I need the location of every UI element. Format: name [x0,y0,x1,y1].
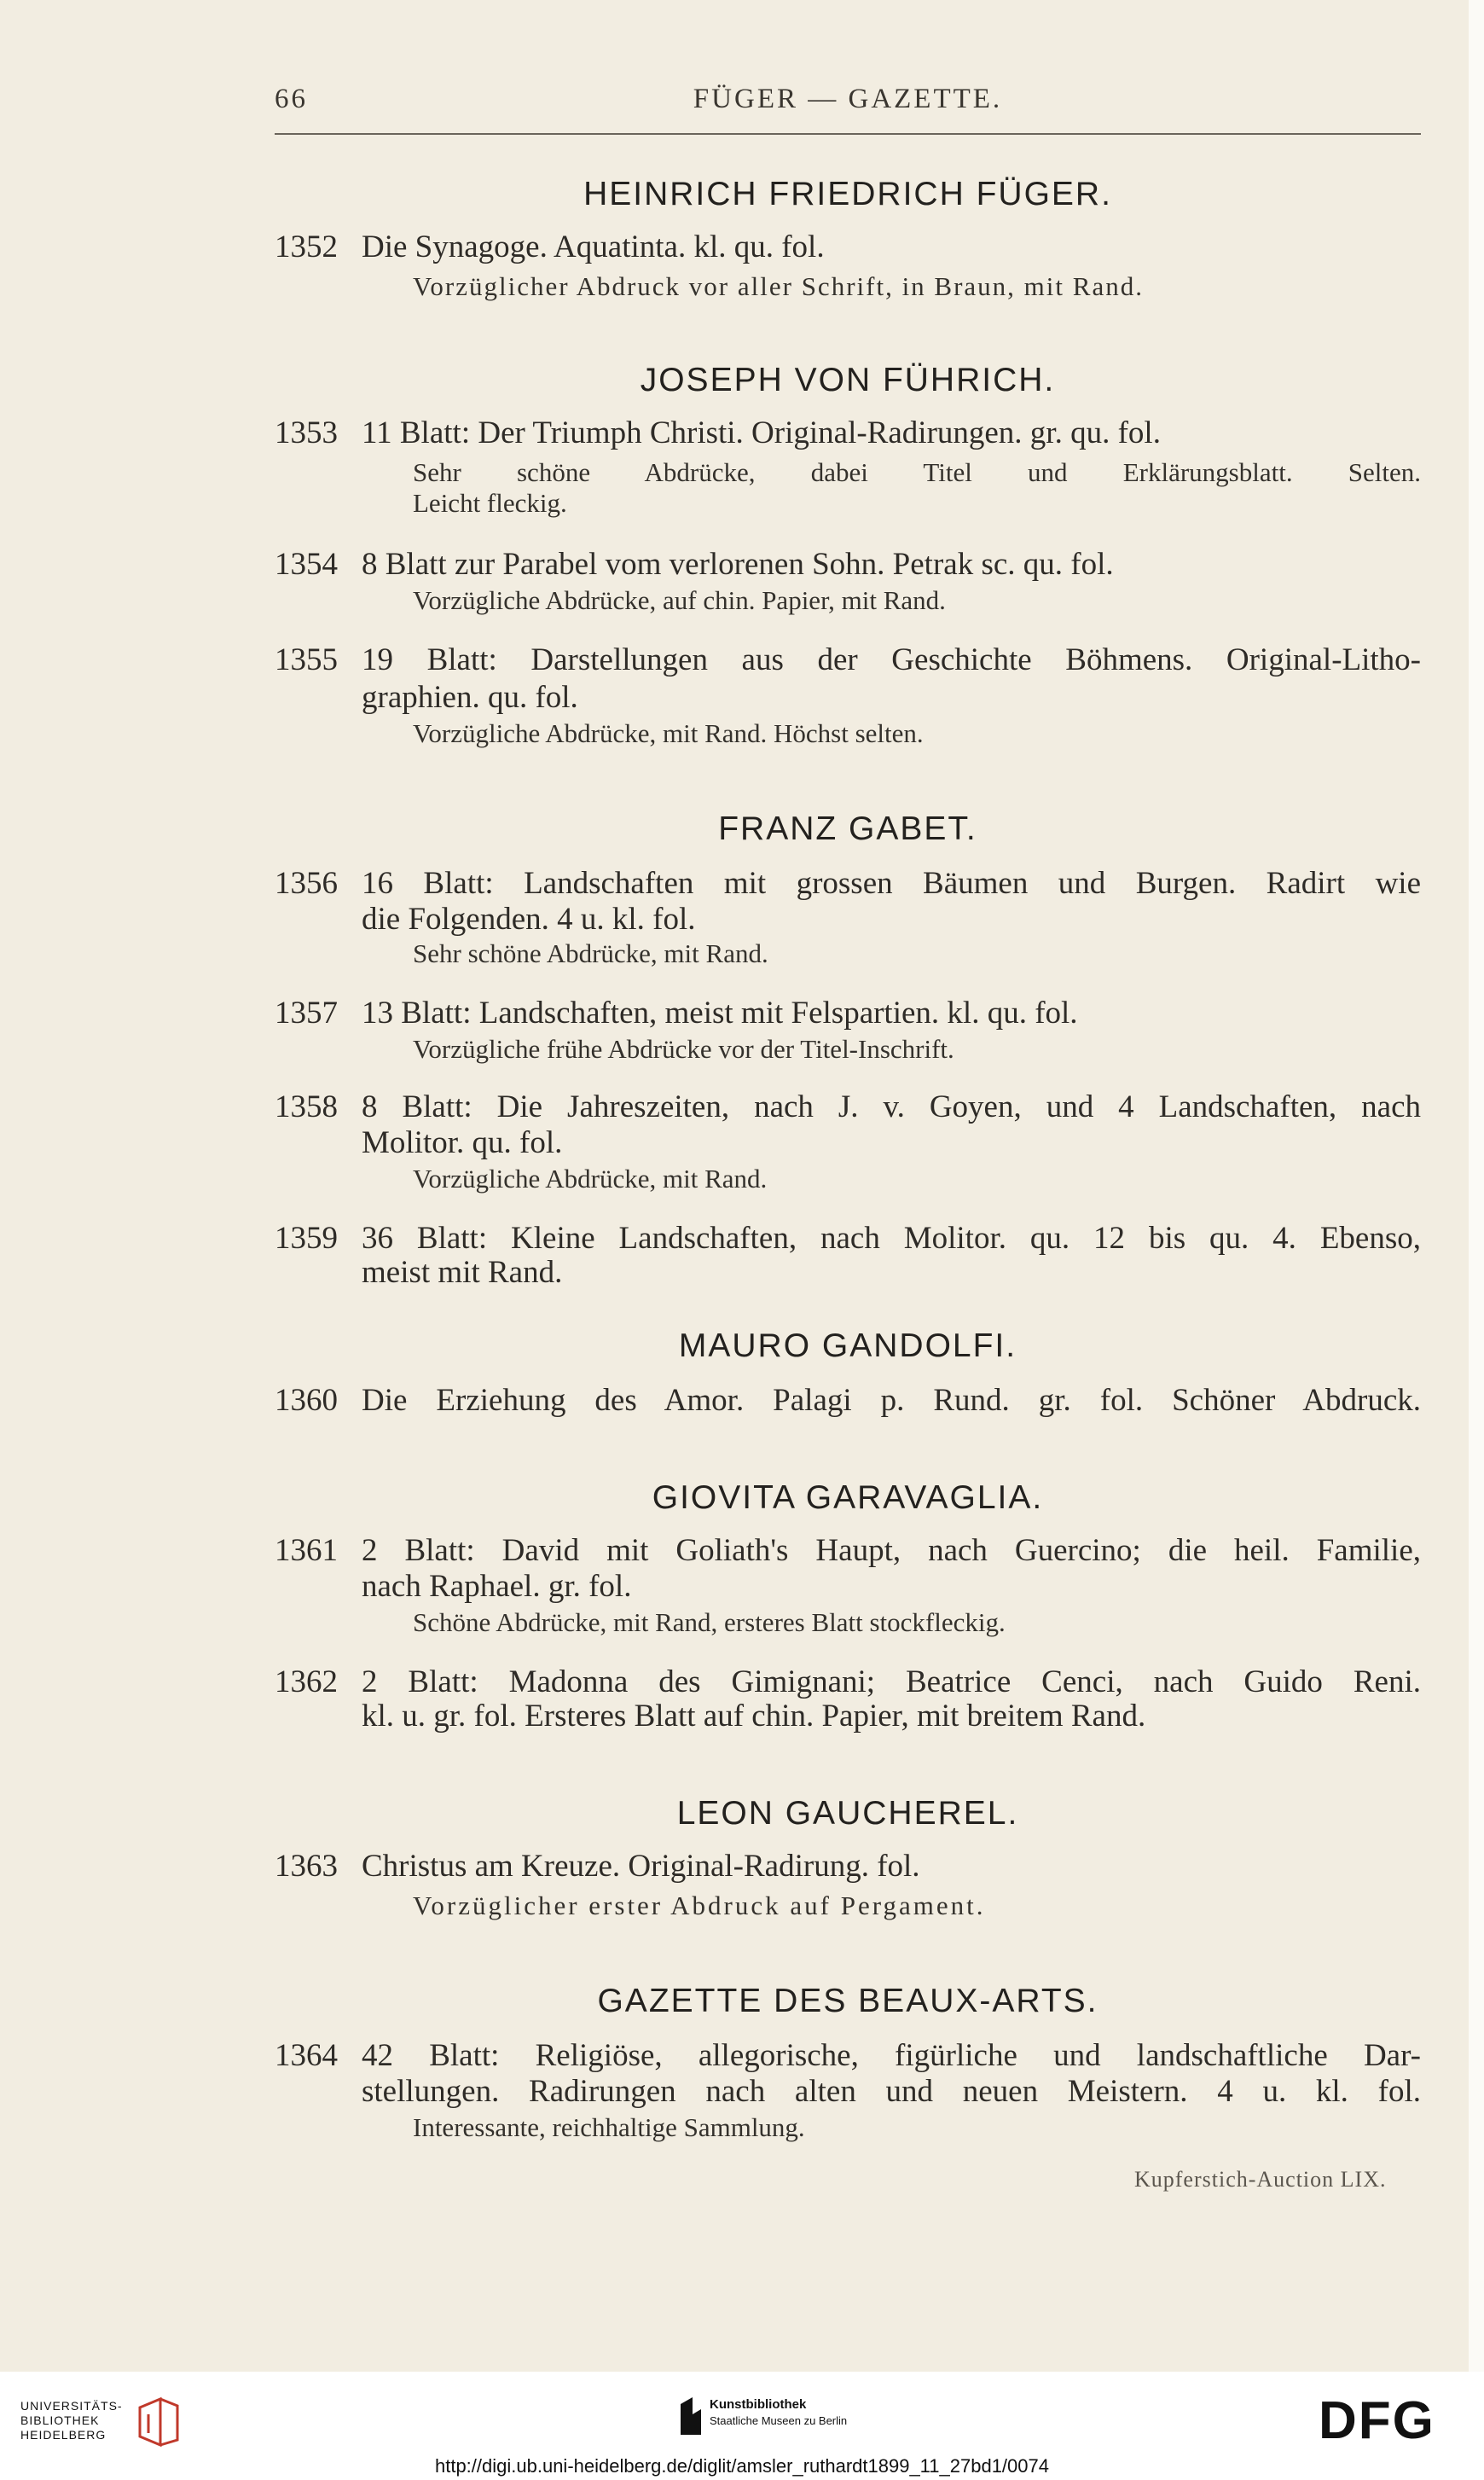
lot-description: 42 Blatt: Religiöse, allegorische, figürliche und landschaftliche Dar- [362,2038,1421,2073]
lot-note: Vorzüglicher erster Abdruck auf Pergament. [413,1890,986,1920]
source-url[interactable]: http://digi.ub.uni-heidelberg.de/diglit/amsler_ruthardt1899_11_27bd1/0074 [434,2455,1049,2477]
lot-number: 1353 [275,415,338,450]
lot-number: 1363 [275,1849,338,1884]
lot-description: nach Raphael. gr. fol. [362,1569,632,1604]
library-line: BIBLIOTHEK [20,2413,100,2427]
lot-note: Vorzüglicher Abdruck vor aller Schrift, in Braun, mit Rand. [413,271,1144,301]
kunstbibliothek-logo-icon [679,2397,703,2435]
lot-note: Vorzügliche Abdrücke, mit Rand. [413,1164,768,1194]
lot-number: 1358 [275,1089,338,1124]
dfg-logo: DFG [1319,2391,1435,2450]
lot-description: 8 Blatt: Die Jahreszeiten, nach J. v. Goyen, und 4 Landschaften, nach [362,1089,1421,1124]
lot-description: 2 Blatt: Madonna des Gimignani; Beatrice Cenci, nach Guido Reni. [362,1664,1421,1699]
lot-number: 1354 [275,547,338,582]
page-edge [1469,0,1484,2372]
kb-title: Kunstbibliothek [710,2397,807,2412]
lot-number: 1356 [275,866,338,901]
kb-subtitle: Staatliche Museen zu Berlin [710,2414,848,2427]
lot-description: 36 Blatt: Kleine Landschaften, nach Molitor. qu. 12 bis qu. 4. Ebenso, [362,1221,1421,1256]
lot-number: 1352 [275,229,338,264]
library-logo-icon [136,2396,181,2448]
lot-note: Sehr schöne Abdrücke, dabei Titel und Erklärungsblatt. Selten. [413,457,1421,487]
section-heading: JOSEPH VON FÜHRICH. [640,362,1056,398]
section-heading: GIOVITA GARAVAGLIA. [652,1479,1044,1516]
lot-note: Vorzügliche Abdrücke, mit Rand. Höchst selten. [413,718,924,748]
lot-description: 11 Blatt: Der Triumph Christi. Original-Radirungen. gr. qu. fol. [362,415,1161,450]
lot-number: 1355 [275,642,338,677]
lot-description: 19 Blatt: Darstellungen aus der Geschichte Böhmens. Original-Litho- [362,642,1421,677]
lot-description: 2 Blatt: David mit Goliath's Haupt, nach Guercino; die heil. Familie, [362,1533,1421,1568]
lot-number: 1357 [275,996,338,1031]
lot-description: 8 Blatt zur Parabel vom verlorenen Sohn. Petrak sc. qu. fol. [362,547,1114,582]
lot-number: 1360 [275,1383,338,1418]
library-name [20,2399,140,2442]
lot-description: Die Erziehung des Amor. Palagi p. Rund. gr. fol. Schöner Abdruck. [362,1383,1421,1418]
lot-number: 1364 [275,2038,338,2073]
section-heading: LEON GAUCHEREL. [676,1795,1019,1832]
signature-mark: Kupferstich-Auction LIX. [1134,2167,1387,2192]
lot-note: Schöne Abdrücke, mit Rand, ersteres Blatt stockfleckig. [413,1607,1006,1637]
lot-description: 16 Blatt: Landschaften mit grossen Bäumen und Burgen. Radirt wie [362,866,1421,901]
lot-note: Vorzügliche Abdrücke, auf chin. Papier, mit Rand. [413,585,946,615]
lot-description: kl. u. gr. fol. Ersteres Blatt auf chin. Papier, mit breitem Rand. [362,1699,1146,1734]
header-rule [275,133,1421,135]
footer-bar [0,2372,1484,2480]
section-heading: GAZETTE DES BEAUX-ARTS. [597,1983,1099,2019]
running-title: FÜGER — GAZETTE. [693,84,1003,114]
lot-description: meist mit Rand. [362,1255,563,1290]
lot-note: Vorzügliche frühe Abdrücke vor der Titel-Inschrift. [413,1034,954,1064]
lot-description: die Folgenden. 4 u. kl. fol. [362,902,696,937]
lot-number: 1361 [275,1533,338,1568]
lot-note: Sehr schöne Abdrücke, mit Rand. [413,938,768,968]
lot-description: graphien. qu. fol. [362,680,578,715]
lot-number: 1362 [275,1664,338,1699]
lot-description: Die Synagoge. Aquatinta. kl. qu. fol. [362,229,825,264]
section-heading: FRANZ GABET. [718,810,977,847]
lot-description: Christus am Kreuze. Original-Radirung. fol. [362,1849,920,1884]
lot-description: stellungen. Radirungen nach alten und neuen Meistern. 4 u. kl. fol. [362,2074,1421,2109]
section-heading: HEINRICH FRIEDRICH FÜGER. [583,176,1112,212]
lot-number: 1359 [275,1221,338,1256]
lot-note: Interessante, reichhaltige Sammlung. [413,2112,805,2142]
library-line: UNIVERSITÄTS- [20,2399,123,2413]
library-line: HEIDELBERG [20,2428,107,2442]
lot-description: 13 Blatt: Landschaften, meist mit Felspartien. kl. qu. fol. [362,996,1078,1031]
page-number: 66 [275,84,308,114]
lot-description: Molitor. qu. fol. [362,1125,563,1160]
section-heading: MAURO GANDOLFI. [678,1327,1017,1364]
lot-note: Leicht fleckig. [413,488,567,518]
